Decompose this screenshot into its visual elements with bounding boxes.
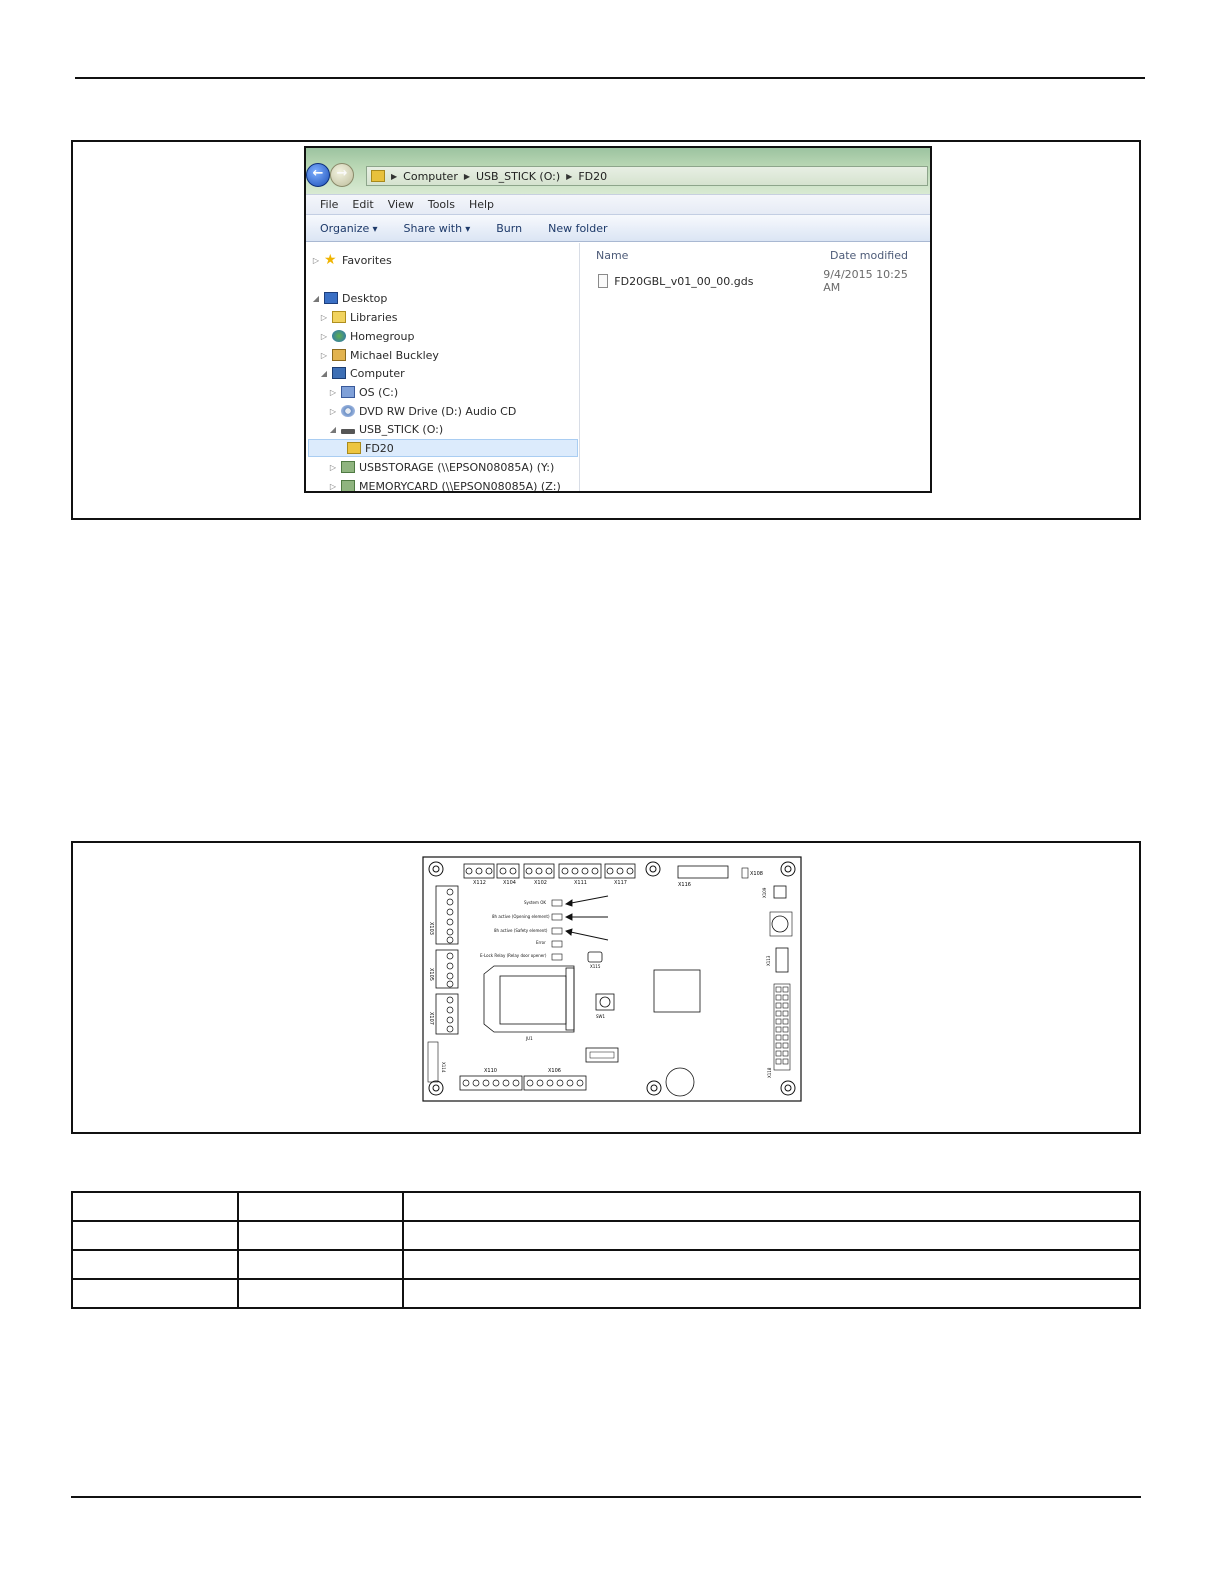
tree-item-label: Desktop [342, 291, 388, 305]
file-row[interactable] [598, 268, 920, 294]
table-row [72, 1192, 1140, 1221]
file-name: FD20GBL_v01_00_00.gds [614, 274, 754, 288]
chevron-right-icon: ▶ [391, 171, 398, 181]
tree-item-label: FD20 [365, 441, 394, 455]
folder-icon [347, 442, 361, 454]
tree-item-label: DVD RW Drive (D:) Audio CD [359, 404, 517, 418]
breadcrumb-item[interactable]: FD20 [578, 169, 608, 183]
table-cell [403, 1279, 1140, 1308]
label-x108: X108 [750, 871, 763, 877]
breadcrumb-item[interactable]: Computer [403, 169, 458, 183]
led-elock-relay: E-Lock Relay (Relay door opener) [480, 953, 547, 958]
label-x117: X117 [614, 880, 627, 886]
command-toolbar [306, 214, 930, 242]
document-icon [598, 274, 608, 288]
label-x105: X105 [428, 968, 434, 981]
tree-item-homegroup[interactable] [320, 327, 414, 345]
label-x102: X102 [534, 880, 547, 886]
led-opening-element: 8h active (Opening element) [492, 914, 550, 919]
explorer-titlebar [306, 148, 930, 194]
table-cell [403, 1250, 1140, 1279]
tree-item-memorycard[interactable] [329, 477, 561, 493]
folder-icon [371, 170, 385, 182]
os-drive-icon [341, 386, 355, 398]
label-x113: X113 [766, 955, 771, 966]
address-bar[interactable] [366, 166, 928, 186]
table-cell [238, 1250, 403, 1279]
breadcrumb-item[interactable]: USB_STICK (O:) [476, 169, 561, 183]
figure-explorer-screenshot [71, 140, 1141, 520]
menu-bar [306, 194, 930, 214]
expand-arrow-icon[interactable]: ▷ [320, 331, 328, 341]
homegroup-icon [332, 330, 346, 342]
file-date: 9/4/2015 10:25 AM [823, 268, 908, 294]
pcb-diagram [422, 856, 802, 1102]
label-x118: X118 [767, 1067, 772, 1078]
menu-view[interactable]: View [387, 198, 414, 211]
pcb-outline [423, 857, 801, 1101]
table-cell [72, 1192, 238, 1221]
forward-button[interactable] [330, 163, 354, 187]
menu-file[interactable]: File [320, 198, 339, 211]
tree-item-dvd-drive[interactable] [329, 402, 516, 420]
organize-button[interactable]: Organize ▾ [320, 222, 377, 235]
chevron-right-icon: ▶ [463, 171, 470, 181]
back-button[interactable] [306, 163, 330, 187]
label-x103: X103 [428, 922, 434, 935]
tree-item-label: Computer [350, 366, 405, 380]
star-icon: ★ [324, 252, 337, 268]
table-cell [403, 1192, 1140, 1221]
tree-item-os-drive[interactable] [329, 383, 398, 401]
tree-item-label: MEMORYCARD (\\EPSON08085A) (Z:) [359, 479, 561, 493]
tree-item-fd20[interactable] [308, 439, 578, 457]
tree-item-libraries[interactable] [320, 308, 398, 326]
label-sw1: SW1 [596, 1014, 606, 1019]
label-x114: X114 [441, 1062, 446, 1073]
footer-rule [71, 1496, 1141, 1498]
led-error: Error [536, 940, 546, 945]
table-row [72, 1250, 1140, 1279]
expand-arrow-icon[interactable]: ▷ [329, 462, 337, 472]
desktop-icon [324, 292, 338, 304]
led-system-ok: System OK [524, 900, 546, 905]
collapse-arrow-icon[interactable]: ◢ [312, 293, 320, 303]
table-row [72, 1279, 1140, 1308]
libraries-icon [332, 311, 346, 323]
user-folder-icon [332, 349, 346, 361]
tree-item-usb-stick[interactable] [329, 420, 443, 438]
menu-help[interactable]: Help [468, 198, 495, 211]
new-folder-button[interactable]: New folder [548, 221, 608, 235]
collapse-arrow-icon[interactable]: ◢ [329, 424, 337, 434]
tree-item-usbstorage[interactable] [329, 458, 554, 476]
label-x111: X111 [574, 880, 587, 886]
table-cell [238, 1279, 403, 1308]
expand-arrow-icon[interactable]: ▷ [329, 406, 337, 416]
explorer-window [304, 146, 932, 493]
expand-arrow-icon[interactable]: ▷ [329, 387, 337, 397]
navigation-pane [306, 243, 580, 491]
tree-item-label: USBSTORAGE (\\EPSON08085A) (Y:) [359, 460, 555, 474]
table-cell [72, 1250, 238, 1279]
forward-arrow-icon: → [336, 166, 348, 181]
label-x104: X104 [503, 880, 516, 886]
led-safety-element: 8h active (Safety element) [494, 928, 548, 933]
label-x106: X106 [548, 1068, 561, 1074]
label-x110: X110 [484, 1068, 497, 1074]
info-table [71, 1191, 1141, 1309]
table-row [72, 1221, 1140, 1250]
table-cell [72, 1221, 238, 1250]
expand-arrow-icon[interactable]: ▷ [320, 350, 328, 360]
network-drive-icon [341, 461, 355, 473]
tree-item-computer[interactable] [320, 364, 405, 382]
tree-item-label: Favorites [342, 253, 392, 267]
burn-button[interactable]: Burn [496, 221, 523, 235]
expand-arrow-icon[interactable]: ▷ [312, 255, 320, 265]
label-ju1: JU1 [526, 1036, 533, 1041]
column-header-date-modified[interactable]: Date modified [830, 249, 908, 262]
back-arrow-icon: ← [312, 166, 324, 181]
figure-pcb-layout [71, 841, 1141, 1134]
tree-item-desktop[interactable] [312, 289, 387, 307]
label-x116: X116 [678, 882, 691, 888]
label-x112: X112 [473, 880, 486, 886]
tree-item-label: USB_STICK (O:) [359, 422, 444, 436]
usb-drive-icon [341, 429, 355, 434]
tree-item-favorites[interactable] [312, 251, 392, 269]
label-x109: X109 [762, 887, 767, 898]
dvd-drive-icon [341, 405, 355, 417]
table-cell [72, 1279, 238, 1308]
tree-item-user[interactable] [320, 346, 439, 364]
chevron-right-icon: ▶ [566, 171, 573, 181]
menu-edit[interactable]: Edit [352, 198, 374, 211]
label-x107: X107 [428, 1012, 434, 1025]
share-with-button[interactable]: Share with ▾ [403, 222, 470, 235]
file-list-pane [580, 243, 930, 491]
computer-icon [332, 367, 346, 379]
table-cell [403, 1221, 1140, 1250]
table-cell [238, 1192, 403, 1221]
collapse-arrow-icon[interactable]: ◢ [320, 368, 328, 378]
header-rule [75, 77, 1145, 79]
expand-arrow-icon[interactable]: ▷ [329, 481, 337, 491]
network-drive-icon [341, 480, 355, 492]
expand-arrow-icon[interactable]: ▷ [320, 312, 328, 322]
table-cell [238, 1221, 403, 1250]
column-header-name[interactable]: Name [596, 249, 629, 262]
tree-item-label: Michael Buckley [350, 348, 439, 362]
tree-item-label: Homegroup [350, 329, 415, 343]
label-x115: X115 [590, 964, 601, 969]
menu-tools[interactable]: Tools [427, 198, 455, 211]
tree-item-label: OS (C:) [359, 385, 399, 399]
tree-item-label: Libraries [350, 310, 398, 324]
